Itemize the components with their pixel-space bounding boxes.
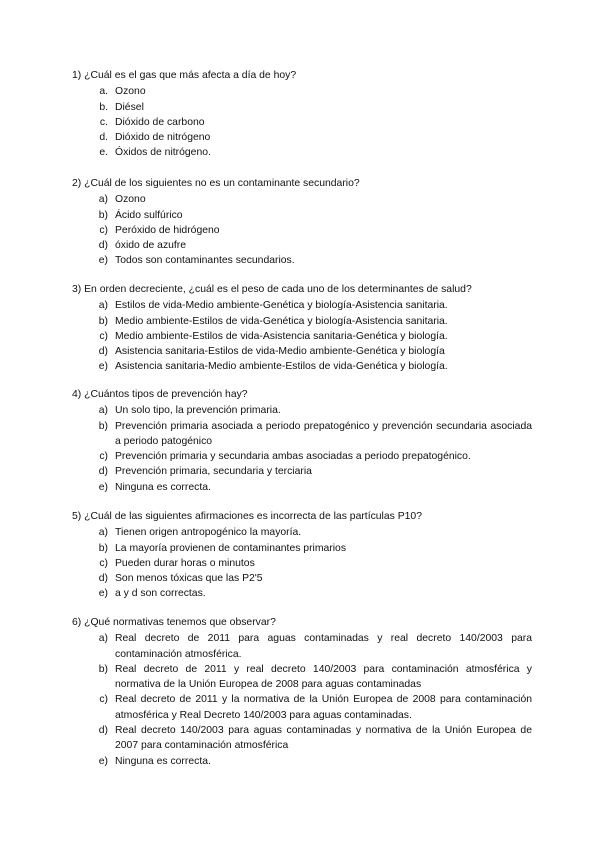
option-item [72,723,532,754]
option-item [72,223,532,238]
option-item [72,403,532,418]
option-text: Diésel [115,101,144,113]
option-letter: e) [98,255,108,267]
option-list [72,298,532,374]
option-item [72,631,532,662]
option-item [72,541,532,556]
option-letter: c) [99,694,108,706]
option-text: Real decreto de 2011 y la normativa de la Unión Europea de 2008 para contaminación atmosférica y Real Decreto 140/2003 para aguas contaminadas. [115,694,532,721]
option-text: Medio ambiente-Estilos de vida-Asistencia sanitaria-Genética y biología. [115,330,448,342]
question-title: 4) ¿Cuántos tipos de prevención hay? [72,389,248,400]
option-letter: c) [99,330,108,342]
option-item [72,586,532,601]
option-item [72,419,532,450]
option-item [72,662,532,693]
option-letter: c) [99,451,108,463]
option-text: Asistencia sanitaria-Estilos de vida-Medio ambiente-Genética y biología [115,346,445,358]
option-text: Dióxido de nitrógeno [115,132,211,144]
option-letter: c) [99,557,108,569]
option-letter: d) [98,346,108,358]
question-4 [72,388,532,495]
option-letter: a. [99,86,108,98]
option-list [72,525,532,601]
option-letter: a) [98,527,108,539]
option-list [72,403,532,495]
option-text: Peróxido de hidrógeno [115,224,220,236]
option-item [72,130,532,145]
option-text: Ácido sulfúrico [115,209,183,221]
option-letter: e) [98,361,108,373]
option-text: a y d son correctas. [115,588,206,600]
option-letter: b) [98,209,108,221]
option-letter: a) [98,633,108,645]
option-letter: e) [98,588,108,600]
option-text: Medio ambiente-Estilos de vida-Genética y biología-Asistencia sanitaria. [115,315,448,327]
option-text: Real decreto de 2011 y real decreto 140/2003 para contaminación atmosférica y normativa de la Unión Europea de 2008 para aguas contaminadas [115,663,532,691]
option-letter: d) [98,725,108,737]
option-item [72,556,532,571]
option-item [72,344,532,359]
option-item [72,145,532,160]
question-title: 6) ¿Qué normativas tenemos que observar? [72,617,276,628]
option-text: Prevención primaria asociada a periodo prepatogénico y prevención secundaria asociada a periodo patogénico [115,420,532,447]
option-item [72,208,532,223]
option-letter: b. [99,101,108,113]
option-item [72,480,532,495]
option-item [72,329,532,344]
option-text: Prevención primaria y secundaria ambas asociadas a periodo prepatogénico. [115,451,471,463]
option-letter: e) [98,481,108,493]
option-item [72,754,532,769]
option-text: Son menos tóxicas que las P2'5 [115,573,263,585]
option-item [72,298,532,313]
option-item [72,464,532,479]
option-list [72,192,532,268]
question-title: 1) ¿Cuál es el gas que más afecta a día de hoy? [72,70,297,81]
option-list [72,84,532,160]
option-item [72,449,532,464]
option-text: Pueden durar horas o minutos [115,557,255,569]
option-letter: c. [99,116,108,128]
option-letter: d) [98,240,108,252]
option-text: Real decreto 140/2003 para aguas contaminadas y normativa de la Unión Europea de 2007 para contaminación atmosférica [115,725,532,752]
option-letter: d. [99,132,108,144]
option-text: Dióxido de carbono [115,116,205,128]
option-letter: a) [98,405,108,417]
question-5 [72,510,532,602]
question-title: 2) ¿Cuál de los siguientes no es un contaminante secundario? [72,178,360,189]
option-item [72,115,532,130]
question-2 [72,177,532,269]
question-1 [72,69,532,161]
option-text: Ninguna es correcta. [115,755,211,767]
option-text: Prevención primaria, secundaria y terciaria [115,466,312,478]
option-item [72,359,532,374]
option-text: Asistencia sanitaria-Medio ambiente-Estilos de vida-Genética y biología. [115,361,448,373]
option-text: Ninguna es correcta. [115,481,211,493]
option-item [72,84,532,99]
option-letter: b) [98,663,108,675]
option-letter: d) [98,466,108,478]
option-text: Todos son contaminantes secundarios. [115,255,295,267]
option-text: Óxidos de nitrógeno. [115,147,211,159]
option-letter: b) [98,542,108,554]
option-text: Ozono [115,194,146,206]
option-item [72,314,532,329]
question-title: 5) ¿Cuál de las siguientes afirmaciones es incorrecta de las partículas P10? [72,511,422,522]
option-letter: b) [98,315,108,327]
option-text: Ozono [115,86,146,98]
option-item [72,100,532,115]
option-item [72,692,532,723]
question-6 [72,616,532,769]
option-item [72,192,532,207]
option-letter: a) [98,194,108,206]
option-item [72,238,532,253]
question-title: 3) En orden decreciente, ¿cuál es el peso de cada uno de los determinantes de salud? [72,284,472,295]
option-item [72,571,532,586]
option-text: óxido de azufre [115,240,187,252]
question-3 [72,283,532,375]
option-item [72,525,532,540]
option-item [72,253,532,268]
option-letter: c) [99,224,108,236]
option-text: Real decreto de 2011 para aguas contaminadas y real decreto 140/2003 para contaminación atmosférica. [115,633,532,660]
option-letter: a) [98,300,108,312]
option-list [72,631,532,769]
option-letter: e) [98,755,108,767]
option-text: Tienen origen antropogénico la mayoría. [115,527,302,539]
option-text: Un solo tipo, la prevención primaria. [115,405,281,417]
option-letter: e. [99,147,108,159]
option-letter: b) [98,420,108,432]
option-text: La mayoría provienen de contaminantes primarios [115,542,347,554]
option-text: Estilos de vida-Medio ambiente-Genética y biología-Asistencia sanitaria. [115,300,448,312]
option-letter: d) [98,573,108,585]
